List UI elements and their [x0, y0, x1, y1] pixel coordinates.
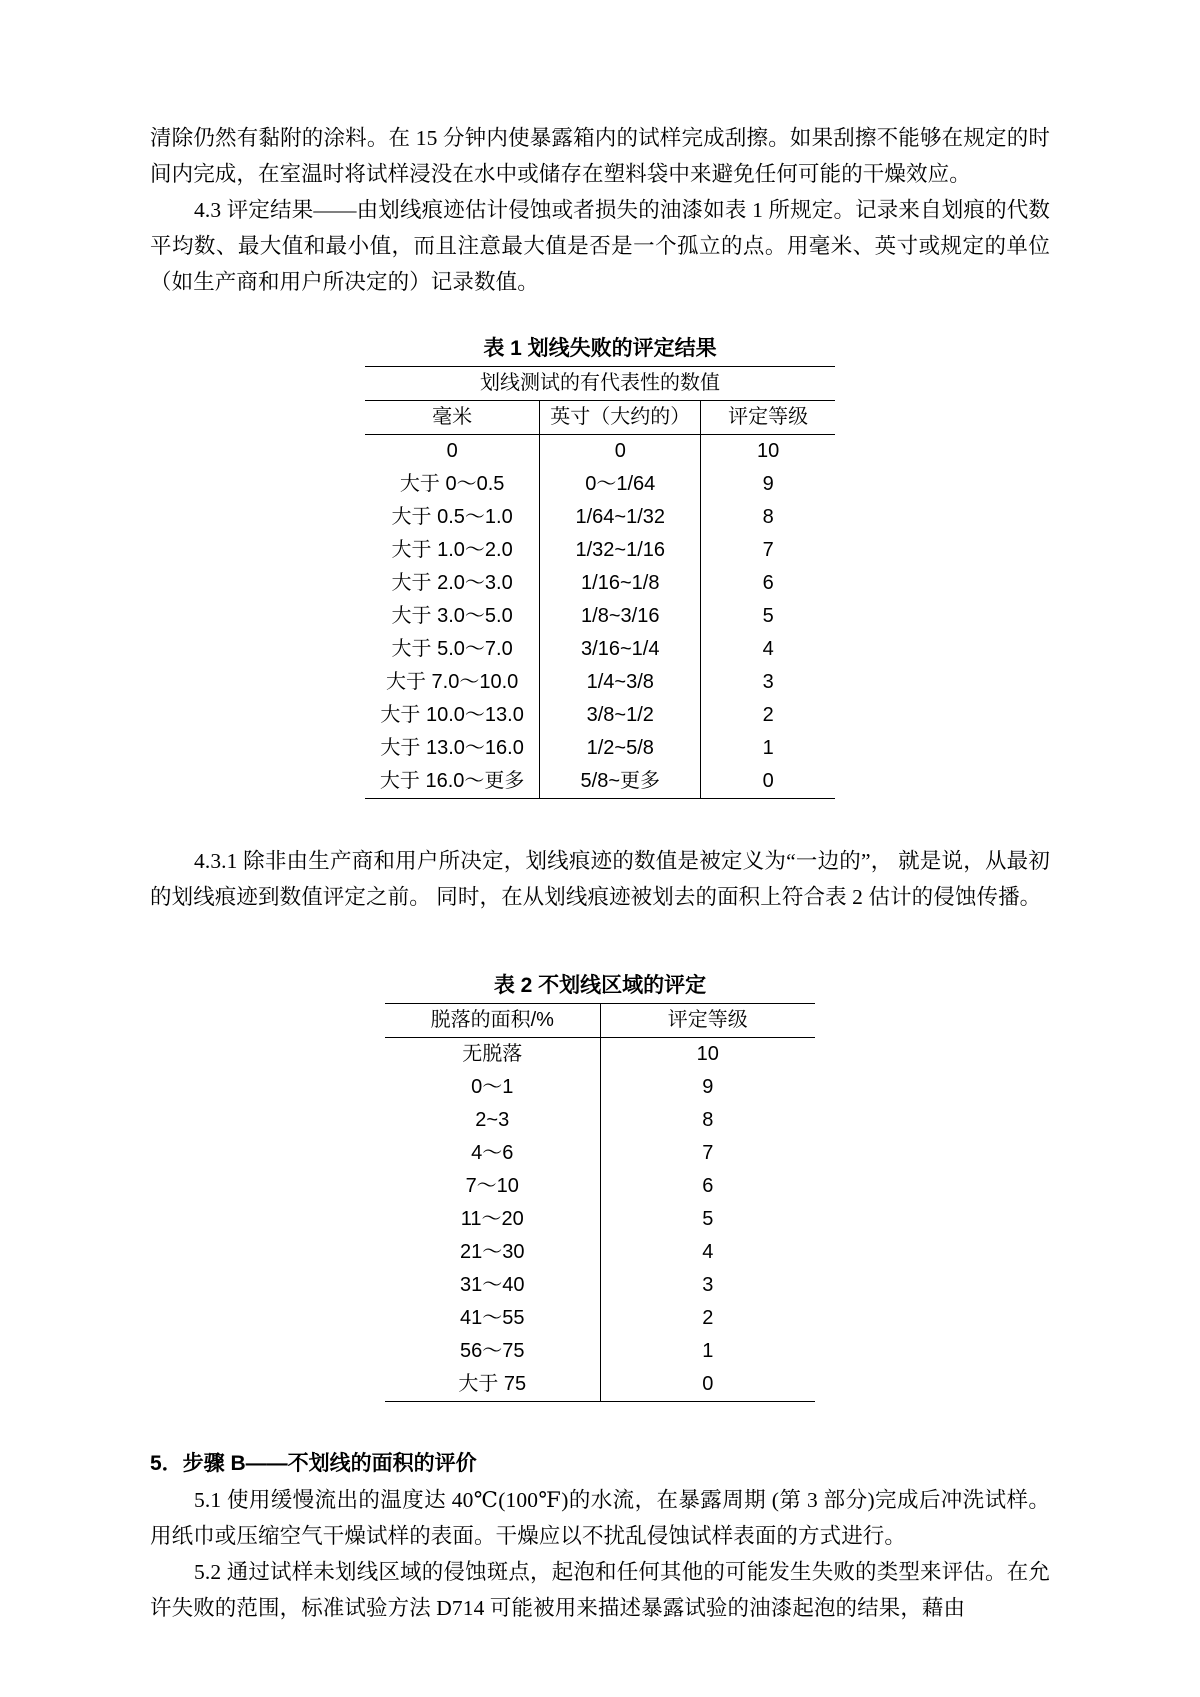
table2-col-rating: 评定等级: [600, 1004, 815, 1038]
table1-col-mm: 毫米: [365, 401, 540, 435]
table1-cell-rating: 4: [762, 638, 774, 660]
table2-cell-rating: 1: [702, 1340, 714, 1362]
table1: [365, 366, 835, 799]
table1-cell-mm: 大于 2.0～3.0: [365, 567, 540, 600]
table2-cell-rating: 5: [702, 1208, 714, 1230]
table1-cell-rating: 7: [762, 539, 774, 561]
table1-cell-inch: 0～1/64: [540, 468, 701, 501]
paragraph-continuation: 清除仍然有黏附的涂料。在 15 分钟内使暴露箱内的试样完成刮擦。如果刮擦不能够在规定的时间内完成，在室温时将试样浸没在水中或储存在塑料袋中来避免任何可能的干燥效应。: [150, 126, 1050, 186]
table1-span-header: 划线测试的有代表性的数值: [365, 367, 835, 401]
table2-cell-rating: 10: [696, 1043, 719, 1065]
table1-cell-mm: 大于 0.5～1.0: [365, 501, 540, 534]
table-row: [365, 732, 835, 765]
table-row: [385, 1368, 815, 1402]
table-row: [365, 765, 835, 799]
table2-col-area: 脱落的面积/%: [385, 1004, 600, 1038]
table1-cell-inch: 1/16~1/8: [540, 567, 701, 600]
table1-cell-mm: 大于 5.0～7.0: [365, 633, 540, 666]
table2-cell-area: 7～10: [385, 1170, 600, 1203]
table1-cell-inch: 1/32~1/16: [540, 534, 701, 567]
table1-cell-mm: 大于 16.0～更多: [365, 765, 540, 799]
table-row: [385, 1137, 815, 1170]
paragraph-4-3: 4.3 评定结果——由划线痕迹估计侵蚀或者损失的油漆如表 1 所规定。记录来自划痕的代数平均数、最大值和最小值，而且注意最大值是否是一个孤立的点。用毫米、英寸或规定的单位（如生产商和用户所决定的）记录数值。: [150, 198, 1050, 294]
table1-cell-mm: 大于 13.0～16.0: [365, 732, 540, 765]
table-row: [365, 699, 835, 732]
spacer: [150, 799, 1050, 843]
paragraph-5-1: 5.1 使用缓慢流出的温度达 40℃(100℉)的水流，在暴露周期 (第 3 部分)完成后冲洗试样。用纸巾或压缩空气干燥试样的表面。干燥应以不扰乱侵蚀试样表面的方式进行。: [150, 1488, 1050, 1548]
table-row: [365, 534, 835, 567]
table-row: [385, 1038, 815, 1072]
table-row: [385, 1071, 815, 1104]
table2-cell-area: 21～30: [385, 1236, 600, 1269]
table2-cell-rating: 8: [702, 1109, 714, 1131]
table1-cell-mm: 大于 0～0.5: [365, 468, 540, 501]
table1-cell-rating: 0: [701, 765, 835, 799]
table1-cell-mm: 大于 3.0～5.0: [365, 600, 540, 633]
table1-head: [365, 367, 835, 435]
table1-cell-inch: 3/16~1/4: [540, 633, 701, 666]
table2-cell-area: 56～75: [385, 1335, 600, 1368]
table-row: [385, 1236, 815, 1269]
table1-cell-rating: 8: [762, 506, 774, 528]
table1-col-inch: 英寸（大约的）: [540, 401, 701, 435]
table2-cell-area: 2~3: [385, 1104, 600, 1137]
table2-caption: 表 2 不划线区域的评定: [493, 974, 707, 997]
table-row: [365, 666, 835, 699]
table-row: [385, 1104, 815, 1137]
table2-column-header-row: [385, 1004, 815, 1038]
spacer: [150, 915, 1050, 971]
table-row: [365, 633, 835, 666]
table-row: [385, 1170, 815, 1203]
table1-cell-inch: 0: [540, 435, 701, 469]
table2-head: [385, 1004, 815, 1038]
table1-cell-inch: 1/4~3/8: [540, 666, 701, 699]
table2-container: [150, 971, 1050, 1402]
table1-cell-inch: 3/8~1/2: [540, 699, 701, 732]
table2-cell-area: 4～6: [385, 1137, 600, 1170]
table1-cell-rating: 10: [757, 440, 780, 462]
table1-cell-rating: 3: [762, 671, 774, 693]
table1-column-header-row: [365, 401, 835, 435]
table1-cell-mm: 大于 7.0～10.0: [365, 666, 540, 699]
table1-cell-mm: 大于 10.0～13.0: [365, 699, 540, 732]
table2-cell-area: 41～55: [385, 1302, 600, 1335]
table1-cell-inch: 1/64~1/32: [540, 501, 701, 534]
table1-body: [365, 435, 835, 799]
table1-container: [150, 334, 1050, 799]
table2-cell-rating: 3: [702, 1274, 714, 1296]
section-5-body: [150, 1482, 1050, 1626]
table1-caption: 表 1 划线失败的评定结果: [483, 337, 717, 360]
paragraph-4-3-1-block: [150, 843, 1050, 915]
table2-cell-rating: 4: [702, 1241, 714, 1263]
table-row: [385, 1302, 815, 1335]
table2-cell-rating: 9: [702, 1076, 714, 1098]
table1-col-rating: 评定等级: [701, 401, 835, 435]
table-row: [365, 501, 835, 534]
table1-cell-inch: 5/8~更多: [540, 765, 701, 799]
spacer: [150, 300, 1050, 334]
table1-cell-rating: 1: [762, 737, 774, 759]
table1-cell-inch: 1/2~5/8: [540, 732, 701, 765]
table1-cell-rating: 6: [762, 572, 774, 594]
intro-paragraph-block: [150, 120, 1050, 300]
paragraph-4-3-1: 4.3.1 除非由生产商和用户所决定，划线痕迹的数值是被定义为“一边的”， 就是说，从最初的划线痕迹到数值评定之前。 同时，在从划线痕迹被划去的面积上符合表 2 估计的侵蚀传播。: [150, 849, 1050, 909]
table2-cell-area: 无脱落: [385, 1038, 600, 1072]
table2-cell-area: 31～40: [385, 1269, 600, 1302]
table1-cell-mm: 大于 1.0～2.0: [365, 534, 540, 567]
table-row: [385, 1203, 815, 1236]
table-row: [365, 435, 835, 469]
paragraph-5-2: 5.2 通过试样未划线区域的侵蚀斑点，起泡和任何其他的可能发生失败的类型来评估。在允许失败的范围，标准试验方法 D714 可能被用来描述暴露试验的油漆起泡的结果，藉由: [150, 1560, 1050, 1620]
table2-cell-area: 0～1: [385, 1071, 600, 1104]
table1-cell-rating: 9: [762, 473, 774, 495]
table-row: [365, 600, 835, 633]
table1-cell-inch: 1/8~3/16: [540, 600, 701, 633]
table-row: [365, 468, 835, 501]
table2: [385, 1003, 815, 1402]
table-row: [365, 567, 835, 600]
table2-cell-rating: 0: [600, 1368, 815, 1402]
table2-cell-area: 大于 75: [385, 1368, 600, 1402]
spacer: [150, 1402, 1050, 1446]
table1-cell-rating: 2: [762, 704, 774, 726]
table1-cell-rating: 5: [762, 605, 774, 627]
table2-cell-rating: 6: [702, 1175, 714, 1197]
table2-cell-area: 11～20: [385, 1203, 600, 1236]
section-5-heading: 5．步骤 B——不划线的面积的评价: [150, 1452, 477, 1475]
table2-cell-rating: 7: [702, 1142, 714, 1164]
table2-cell-rating: 2: [702, 1307, 714, 1329]
table2-body: [385, 1038, 815, 1402]
table1-span-header-row: [365, 367, 835, 401]
table-row: [385, 1269, 815, 1302]
table1-cell-mm: 0: [365, 435, 540, 469]
table-row: [385, 1335, 815, 1368]
